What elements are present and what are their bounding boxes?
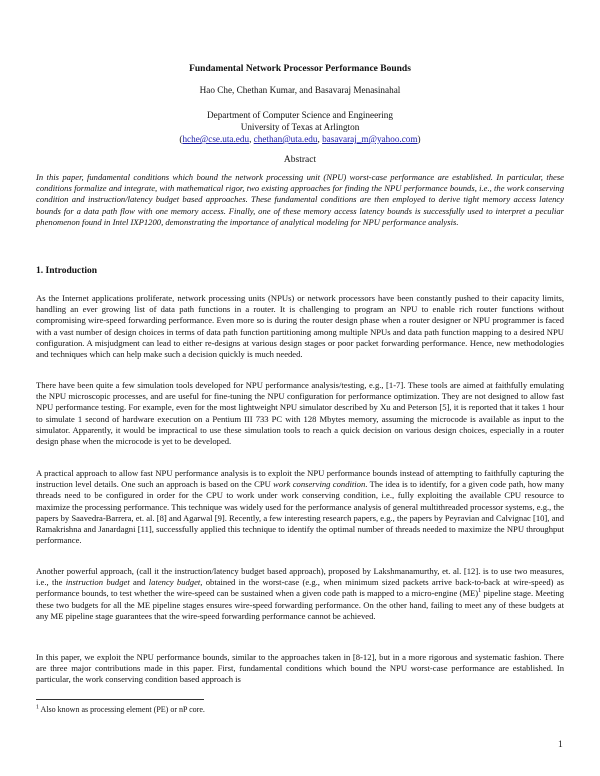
email-link-chethan[interactable]: chethan@uta.edu <box>253 134 318 144</box>
footnote-divider <box>36 699 204 700</box>
footnote-text: Also known as processing element (PE) or nP core. <box>39 705 205 714</box>
para4-text-c: pipeline stage. Meeting these two budgets for all the ME pipeline stages ensures wire-speed forwarding performance. On the other hand, failing to meet any of these budgets at any ME pipeline stage guarantees that the wire-speed forwarding performance cannot be achieved. <box>36 588 564 621</box>
intro-paragraph-4 <box>36 566 564 622</box>
footnote-reference-mark: 1 <box>478 588 482 595</box>
para4-text-and: and <box>129 577 149 588</box>
para4-emphasis-1: instruction budget <box>65 577 130 588</box>
para3-text-a: A practical approach to allow fast NPU performance analysis is to exploit the NPU performance bounds instead of attempting to faithfully capturing the instruction level details. One such an approach is based on the CPU <box>36 468 564 490</box>
email-link-hche[interactable]: hche@cse.uta.edu <box>182 134 250 144</box>
intro-paragraph-1: As the Internet applications proliferate, network processing units (NPUs) or network processors have been constantly pushed to their capacity limits, handling an ever growing list of data path functions in a router. It is challenging to program an NPU to enable rich router functions without compromising wire-speed forwarding performance. Even more so is during the router design phase when a router designer or NPU programmer is faced with a vast number of design choices in terms of data path function partitioning among multiple NPUs and data path function mapping to a desired NPU configuration. A misjudgment can lead to either re-designs at various design stages or poor packet forwarding performance. Hence, new methodologies and techniques which can help make such a decision quickly is much needed. <box>36 293 564 360</box>
section-heading-introduction: 1. Introduction <box>36 266 98 276</box>
para4-text-b: , obtained in the worst-case (e.g., when minimum sized packets arrive back-to-back at wire-speed) as performance bounds, to test whether the wire-speed can be sustained when a given code path is mapped to a micro-engine (ME) <box>36 577 564 599</box>
footnote-mark: 1 <box>36 704 39 711</box>
email-link-basavaraj[interactable]: basavaraj_m@yahoo.com <box>322 134 418 144</box>
intro-paragraph-5: In this paper, we exploit the NPU performance bounds, similar to the approaches taken in [8-12], but in a more rigorous and systematic fashion. There are three major contributions made in this paper. First, fundamental conditions which bound the NPU worst-case performance are established. In particular, the work conserving condition based approach is <box>36 652 564 685</box>
paper-title: Fundamental Network Processor Performance Bounds <box>189 64 411 74</box>
para4-text-a: Another powerful approach, (call it the instruction/latency budget based approach), proposed by Lakshmanamurthy, et. al. [12]. is to use two measures, i.e., the <box>36 566 564 588</box>
affiliation-university: University of Texas at Arlington <box>240 122 360 132</box>
para3-text-b: . The idea is to identify, for a given code path, how many threads need to be configured in order for the CPU to work under work conserving condition, i.e., fully exploiting the available CPU resource to maximize the processing performance. This technique was widely used for the performance analysis of general multithreaded processor systems, e.g., the papers by Saavedra-Barrera, et. al. [8] and Agarwal [9]. Recently, a few interesting research papers, e.g., the papers by Peyravian and Calvignac [10], and Ramakrishna and Janardagni [11], successfully applied this technique to identify the optimal number of threads needed to maximize the NPU throughput performance. <box>36 479 565 546</box>
author-list: Hao Che, Chethan Kumar, and Basavaraj Menasinahal <box>199 85 401 95</box>
para3-emphasis: work conserving condition <box>273 479 366 490</box>
author-emails: (hche@cse.uta.edu, chethan@uta.edu, basavaraj_m@yahoo.com) <box>179 134 421 144</box>
page-number: 1 <box>558 740 563 750</box>
intro-paragraph-3 <box>36 468 564 546</box>
intro-paragraph-2: There have been quite a few simulation tools developed for NPU performance analysis/testing, e.g., [1-7]. These tools are aimed at faithfully emulating the NPU microscopic processes, and are useful for fine-tuning the NPU configuration for performance optimization. They are not designed to allow fast NPU performance testing. For example, even for the most lightweight NPU simulator described by Xu and Peterson [5], it is reported that it takes 1 hour to simulate 1 second of hardware execution on a Pentium III 733 PC with 128 Mbytes memory, assuming the microcode is available as input to the simulator. Apparently, it would be impractical to use these simulation tools to reach a quick decision on various design choices, especially in a router design phase when the microcode is yet to be developed. <box>36 380 564 447</box>
abstract-heading: Abstract <box>283 155 317 165</box>
abstract-text: In this paper, fundamental conditions which bound the network processing unit (NPU) worst-case performance are established. In particular, these conditions formalize and integrate, with mathematical rigor, two existing approaches for finding the NPU performance bounds, i.e., the work conserving condition and instruction/latency budget based approaches. These fundamental conditions are then employed to derive tight memory access latency bounds for a data path flow with one memory access. Finally, one of these memory access latency bounds is successfully used to interpret a peculiar phenomenon found in Intel IXP1200, demonstrating the importance of analytical modeling for NPU performance analysis. <box>36 172 564 227</box>
para4-emphasis-2: latency budget <box>148 577 201 588</box>
footnote <box>36 705 205 714</box>
affiliation-department: Department of Computer Science and Engineering <box>207 110 393 120</box>
